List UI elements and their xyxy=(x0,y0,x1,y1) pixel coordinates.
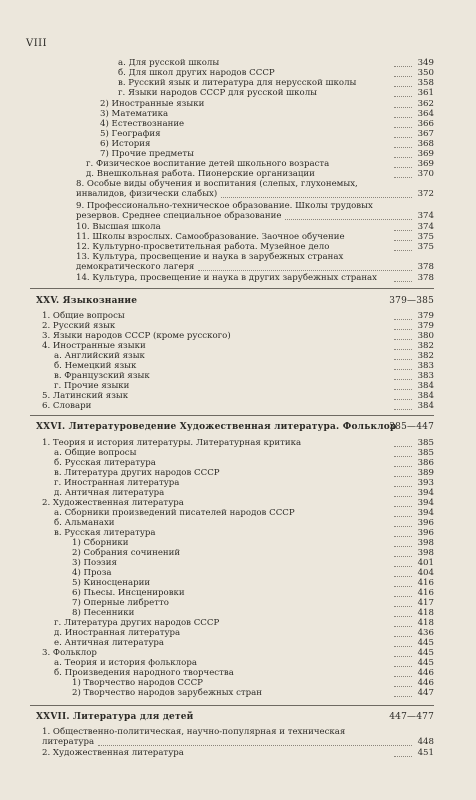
section-divider xyxy=(30,288,434,289)
toc-entry-title: 2) Собрания сочинений xyxy=(72,548,181,558)
dot-leader xyxy=(394,635,412,637)
toc-entry-page: 349 xyxy=(417,58,434,68)
dot-leader xyxy=(394,575,412,577)
dot-leader xyxy=(394,525,412,527)
dot-leader xyxy=(394,645,412,647)
dot-leader xyxy=(394,65,412,67)
toc-entry-title: б. Русская литература xyxy=(54,458,156,468)
dot-leader xyxy=(394,338,412,340)
toc-entry xyxy=(0,528,476,538)
toc-entry-page: 380 xyxy=(417,331,434,341)
dot-leader xyxy=(394,585,412,587)
toc-entry-title: 4) Проза xyxy=(72,568,112,578)
toc-entry-title: 5) География xyxy=(100,129,161,139)
section-title: XXV. Языкознание xyxy=(36,296,138,306)
toc-entry-page: 375 xyxy=(417,242,434,252)
toc-entry xyxy=(0,201,476,221)
dot-leader xyxy=(394,625,412,627)
dot-leader xyxy=(394,475,412,477)
dot-leader xyxy=(98,744,412,746)
dot-leader xyxy=(394,136,412,138)
dot-leader xyxy=(394,126,412,128)
dot-leader xyxy=(394,605,412,607)
toc-entry-title: 8. Особые виды обучения и воспитания (слепых, глухонемых, инвалидов, физически слабых) xyxy=(76,179,358,199)
toc-entry-title: 1. Общественно-политическая, научно-популярная и техническая литература xyxy=(42,727,346,747)
toc-entry-page: 383 xyxy=(417,361,434,371)
dot-leader xyxy=(394,535,412,537)
toc-entry-page: 375 xyxy=(417,232,434,242)
toc-entry-title: 2. Художественная литература xyxy=(42,748,184,758)
toc-entry xyxy=(0,488,476,498)
dot-leader xyxy=(285,218,412,220)
toc-entry xyxy=(0,468,476,478)
toc-entry-page: 367 xyxy=(417,129,434,139)
toc-entry-page: 445 xyxy=(417,658,434,668)
dot-leader xyxy=(394,75,412,77)
toc-entry-title: д. Внешкольная работа. Пионерские организации xyxy=(86,169,315,179)
toc-entry xyxy=(0,159,476,169)
toc-entry xyxy=(0,498,476,508)
toc-entry-title: 2) Творчество народов зарубежных стран xyxy=(72,688,263,698)
toc-entry-title: 3. Языки народов СССР (кроме русского) xyxy=(42,331,231,341)
toc-entry-page: 369 xyxy=(417,159,434,169)
toc-entry xyxy=(0,648,476,658)
dot-leader xyxy=(394,545,412,547)
toc-entry-title: г. Иностранная литература xyxy=(54,478,180,488)
dot-leader xyxy=(394,348,412,350)
dot-leader xyxy=(394,85,412,87)
dot-leader xyxy=(394,555,412,557)
toc-entry-page: 448 xyxy=(417,737,434,747)
toc-entry xyxy=(0,331,476,341)
toc-entry-title: 2. Художественная литература xyxy=(42,498,184,508)
toc-entry-page: 366 xyxy=(417,119,434,129)
toc-entry xyxy=(0,129,476,139)
dot-leader xyxy=(394,229,412,231)
toc-entry-page: 384 xyxy=(417,381,434,391)
toc-entry-title: 5) Киносценарии xyxy=(72,578,151,588)
toc-entry xyxy=(0,78,476,88)
section-divider xyxy=(30,415,434,416)
toc-entry xyxy=(0,638,476,648)
toc-entry-page: 374 xyxy=(417,211,434,221)
toc-entry-title: 4) Естествознание xyxy=(100,119,185,129)
toc-entry-page: 446 xyxy=(417,668,434,678)
toc-entry xyxy=(0,588,476,598)
toc-entry-title: г. Языки народов СССР для русской школы xyxy=(118,88,317,98)
dot-leader xyxy=(394,280,412,282)
toc-entry-title: д. Иностранная литература xyxy=(54,628,181,638)
toc-entry-page: 386 xyxy=(417,458,434,468)
toc-entry-page: 364 xyxy=(417,109,434,119)
toc-entry xyxy=(0,68,476,78)
toc-entry-title: 10. Высшая школа xyxy=(76,222,161,232)
toc-entry-title: б. Для школ других народов СССР xyxy=(118,68,275,78)
toc-entry-page: 436 xyxy=(417,628,434,638)
toc-entry-title: 12. Культурно-просветительная работа. Музейное дело xyxy=(76,242,330,252)
toc-entry xyxy=(0,508,476,518)
dot-leader xyxy=(394,695,412,697)
toc-entry-page: 418 xyxy=(417,618,434,628)
toc-entry xyxy=(0,538,476,548)
toc-entry xyxy=(0,232,476,242)
toc-entry xyxy=(0,568,476,578)
dot-leader xyxy=(394,408,412,410)
toc-entry-title: 7) Прочие предметы xyxy=(100,149,194,159)
dot-leader xyxy=(394,455,412,457)
dot-leader xyxy=(394,328,412,330)
section-pages: 447—477 xyxy=(389,712,434,722)
toc-entry-title: 1. Теория и история литературы. Литературная критика xyxy=(42,438,302,448)
toc-entry xyxy=(0,99,476,109)
toc-entry-title: 2. Русский язык xyxy=(42,321,116,331)
section-pages: 385—447 xyxy=(389,422,434,432)
toc-entry-page: 398 xyxy=(417,538,434,548)
toc-entry xyxy=(0,88,476,98)
dot-leader xyxy=(394,388,412,390)
section-title: XXVII. Литература для детей xyxy=(36,712,194,722)
toc-entry-title: 1. Общие вопросы xyxy=(42,311,125,321)
toc-entry-title: а. Сборники произведений писателей народов СССР xyxy=(54,508,295,518)
toc-entry-page: 401 xyxy=(417,558,434,568)
toc-entry xyxy=(0,688,476,698)
toc-entry-page: 394 xyxy=(417,508,434,518)
toc-entry-page: 445 xyxy=(417,648,434,658)
toc-entry xyxy=(0,478,476,488)
toc-entry xyxy=(0,548,476,558)
toc-entry-title: 3) Поэзия xyxy=(72,558,117,568)
toc-entry-page: 383 xyxy=(417,371,434,381)
toc-entry xyxy=(0,458,476,468)
toc-entry-page: 385 xyxy=(417,448,434,458)
toc-entry xyxy=(0,608,476,618)
toc-entry-title: 7) Оперные либретто xyxy=(72,598,169,608)
section-pages: 379—385 xyxy=(389,296,434,306)
toc-entry-page: 404 xyxy=(417,568,434,578)
toc-entry xyxy=(0,58,476,68)
toc-entry-page: 379 xyxy=(417,311,434,321)
toc-entry-page: 447 xyxy=(417,688,434,698)
toc-entry-page: 384 xyxy=(417,401,434,411)
toc-entry-title: в. Литература других народов СССР xyxy=(54,468,220,478)
toc-entry xyxy=(0,149,476,159)
toc-entry xyxy=(0,578,476,588)
dot-leader xyxy=(394,398,412,400)
toc-entry-page: 379 xyxy=(417,321,434,331)
toc-entry-page: 396 xyxy=(417,518,434,528)
toc-entry-title: б. Немецкий язык xyxy=(54,361,137,371)
toc-entry-title: в. Французский язык xyxy=(54,371,150,381)
toc-entry-title: а. Английский язык xyxy=(54,351,145,361)
toc-entry-page: 396 xyxy=(417,528,434,538)
toc-entry-title: 5. Латинский язык xyxy=(42,391,129,401)
dot-leader xyxy=(394,156,412,158)
toc-entry xyxy=(0,361,476,371)
toc-entry-title: 3. Фольклор xyxy=(42,648,97,658)
toc-entry xyxy=(0,391,476,401)
toc-entry-title: 6) Пьесы. Инсценировки xyxy=(72,588,185,598)
toc-entry-title: в. Русский язык и литература для нерусской школы xyxy=(118,78,357,88)
toc-entry xyxy=(0,628,476,638)
toc-entry-page: 361 xyxy=(417,88,434,98)
toc-entry xyxy=(0,252,476,272)
dot-leader xyxy=(394,95,412,97)
dot-leader xyxy=(394,565,412,567)
dot-leader xyxy=(394,675,412,677)
toc-entry-page: 368 xyxy=(417,139,434,149)
toc-entry xyxy=(0,748,476,758)
page-number: VIII xyxy=(26,38,48,49)
toc-entry xyxy=(0,119,476,129)
dot-leader xyxy=(394,116,412,118)
dot-leader xyxy=(394,515,412,517)
toc-entry xyxy=(0,242,476,252)
toc-entry xyxy=(0,401,476,411)
toc-entry xyxy=(0,341,476,351)
toc-entry xyxy=(0,139,476,149)
toc-entry-page: 374 xyxy=(417,222,434,232)
toc-entry-title: 13. Культура, просвещение и наука в зарубежных странах демократического лагеря xyxy=(76,252,344,272)
toc-entry xyxy=(0,618,476,628)
toc-entry-title: 3) Математика xyxy=(100,109,169,119)
dot-leader xyxy=(221,196,412,198)
dot-leader xyxy=(394,485,412,487)
toc-entry xyxy=(0,678,476,688)
toc-entry-page: 384 xyxy=(417,391,434,401)
toc-entry-title: 6) История xyxy=(100,139,151,149)
toc-entry xyxy=(0,438,476,448)
toc-entry xyxy=(0,179,476,199)
dot-leader xyxy=(394,239,412,241)
dot-leader xyxy=(394,318,412,320)
toc-entry-title: б. Альманахи xyxy=(54,518,115,528)
dot-leader xyxy=(394,685,412,687)
toc-entry-title: г. Литература других народов СССР xyxy=(54,618,220,628)
dot-leader xyxy=(394,655,412,657)
toc-entry xyxy=(0,518,476,528)
toc-entry-page: 362 xyxy=(417,99,434,109)
toc-entry xyxy=(0,109,476,119)
toc-entry-page: 382 xyxy=(417,341,434,351)
toc-entry-title: г. Прочие языки xyxy=(54,381,130,391)
dot-leader xyxy=(394,146,412,148)
toc-entry-title: 4. Иностранные языки xyxy=(42,341,146,351)
toc-entry xyxy=(0,727,476,747)
toc-entry-title: 6. Словари xyxy=(42,401,92,411)
dot-leader xyxy=(394,176,412,178)
toc-entry-page: 393 xyxy=(417,478,434,488)
toc-entry xyxy=(0,598,476,608)
toc-entry-title: б. Произведения народного творчества xyxy=(54,668,234,678)
dot-leader xyxy=(394,106,412,108)
toc-entry xyxy=(0,381,476,391)
toc-entry xyxy=(0,351,476,361)
toc-entry-title: а. Общие вопросы xyxy=(54,448,137,458)
toc-entry-title: 1) Сборники xyxy=(72,538,129,548)
toc-entry xyxy=(0,448,476,458)
toc-entry xyxy=(0,169,476,179)
dot-leader xyxy=(394,378,412,380)
toc-entry-title: 9. Профессионально-техническое образование. Школы трудовых резервов. Среднее специальное образование xyxy=(76,201,373,221)
toc-entry-page: 378 xyxy=(417,262,434,272)
dot-leader xyxy=(394,665,412,667)
dot-leader xyxy=(394,755,412,757)
toc-entry-page: 394 xyxy=(417,488,434,498)
toc-entry-page: 389 xyxy=(417,468,434,478)
dot-leader xyxy=(198,269,412,271)
toc-entry xyxy=(0,321,476,331)
toc-entry xyxy=(0,311,476,321)
toc-entry-page: 451 xyxy=(417,748,434,758)
toc-entry xyxy=(0,668,476,678)
toc-entry-page: 394 xyxy=(417,498,434,508)
toc-entry-title: а. Для русской школы xyxy=(118,58,220,68)
toc-entry-title: е. Античная литература xyxy=(54,638,165,648)
toc-entry-page: 370 xyxy=(417,169,434,179)
toc-entry xyxy=(0,558,476,568)
toc-entry-page: 369 xyxy=(417,149,434,159)
toc-entry xyxy=(0,273,476,283)
toc-entry-title: а. Теория и история фольклора xyxy=(54,658,197,668)
toc-entry-page: 417 xyxy=(417,598,434,608)
section-title: XXVI. Литературоведение Художественная литература. Фольклор xyxy=(36,422,397,432)
toc-entry-page: 372 xyxy=(417,189,434,199)
dot-leader xyxy=(394,166,412,168)
dot-leader xyxy=(394,249,412,251)
section-divider xyxy=(30,705,434,706)
dot-leader xyxy=(394,595,412,597)
toc-entry xyxy=(0,371,476,381)
dot-leader xyxy=(394,358,412,360)
toc-entry-title: г. Физическое воспитание детей школьного возраста xyxy=(86,159,330,169)
toc-entry-page: 418 xyxy=(417,608,434,618)
dot-leader xyxy=(394,445,412,447)
dot-leader xyxy=(394,465,412,467)
toc-entry-title: д. Античная литература xyxy=(54,488,165,498)
toc-entry-title: 14. Культура, просвещение и наука в других зарубежных странах xyxy=(76,273,378,283)
toc-entry-page: 398 xyxy=(417,548,434,558)
toc-entry-page: 350 xyxy=(417,68,434,78)
toc-entry-page: 385 xyxy=(417,438,434,448)
toc-entry xyxy=(0,222,476,232)
toc-entry-page: 446 xyxy=(417,678,434,688)
toc-entry-page: 382 xyxy=(417,351,434,361)
toc-entry-title: в. Русская литература xyxy=(54,528,156,538)
toc-entry-title: 2) Иностранные языки xyxy=(100,99,205,109)
toc-entry xyxy=(0,658,476,668)
toc-entry-title: 11. Школы взрослых. Самообразование. Заочное обучение xyxy=(76,232,345,242)
toc-entry-page: 416 xyxy=(417,588,434,598)
toc-entry-page: 445 xyxy=(417,638,434,648)
toc-entry-page: 358 xyxy=(417,78,434,88)
dot-leader xyxy=(394,368,412,370)
toc-entry-page: 378 xyxy=(417,273,434,283)
toc-entry-title: 8) Песенники xyxy=(72,608,135,618)
toc-entry-page: 416 xyxy=(417,578,434,588)
dot-leader xyxy=(394,495,412,497)
dot-leader xyxy=(394,615,412,617)
toc-entry-title: 1) Творчество народов СССР xyxy=(72,678,203,688)
dot-leader xyxy=(394,505,412,507)
